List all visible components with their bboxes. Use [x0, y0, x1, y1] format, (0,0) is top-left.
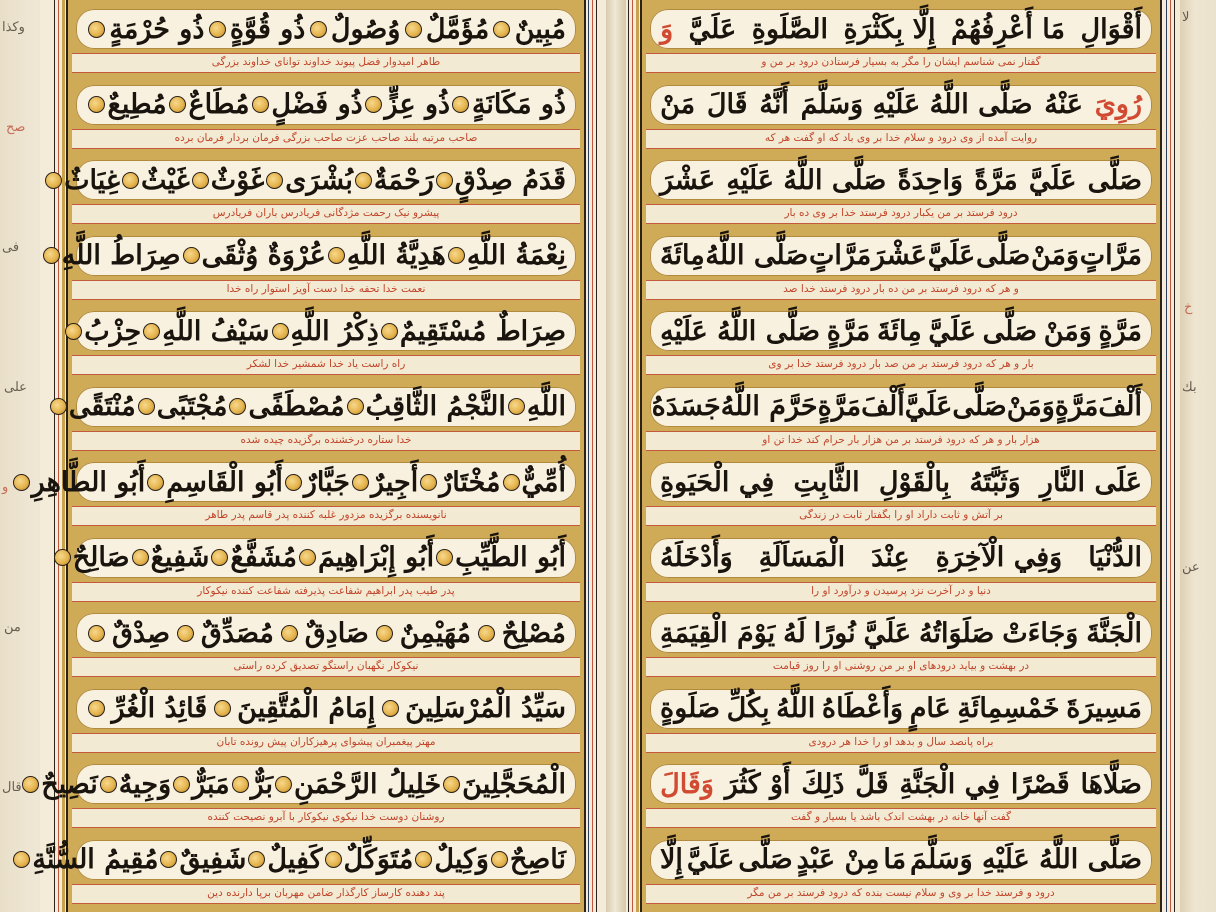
arabic-word: صَلَّاهَا [1080, 768, 1142, 800]
arabic-word: عِنْدَ [871, 542, 910, 573]
margin-note: عن [1182, 560, 1200, 575]
verse-separator-dot [169, 96, 186, 113]
text-line [68, 686, 584, 754]
verse-separator-dot [138, 398, 155, 415]
arabic-word: النَّجْمُ الثَّاقِبُ [365, 391, 506, 422]
verse-separator-dot [173, 776, 190, 793]
arabic-word: مُقِيمُ السُّنَّةِ [32, 844, 159, 875]
verse-separator-dot [143, 323, 160, 340]
arabic-word: مَرَّةٍ [1054, 391, 1099, 422]
arabic-word: مَنْ [660, 89, 696, 120]
arabic-word: مَسِيرَةَ [1066, 693, 1142, 724]
text-line [68, 610, 584, 678]
persian-interlinear-gloss: راه راست یاد خدا شمشیر خدا لشکر [72, 355, 580, 375]
verse-separator-dot [275, 776, 292, 793]
arabic-word: أَبُو الْقَاسِمِ [166, 466, 283, 498]
arabic-word: وَمَنْ [1030, 240, 1080, 271]
arabic-word: صَلَّى [738, 844, 793, 875]
calligraphy-line [650, 387, 1152, 427]
arabic-word: اللَّهِ [526, 391, 566, 422]
verse-separator-dot [376, 625, 393, 642]
margin-note: وکذا [2, 20, 25, 35]
arabic-word: أَقْوَالِ [1080, 13, 1142, 45]
arabic-word: صَلَّى اللَّهُ عَلَيْهِ وَسَلَّمَ [800, 89, 1033, 120]
arabic-word: مُتَوَكِّلٌ [343, 844, 414, 875]
arabic-word: وَمَنْ [1006, 391, 1055, 422]
arabic-word: جَسَدَهُ [651, 391, 721, 422]
calligraphy-line [650, 764, 1152, 804]
text-line [41, 761, 584, 829]
arabic-word: صَلَّى [982, 315, 1038, 347]
arabic-word: مُبِينٌ [514, 13, 566, 45]
arabic-word: فِي الْجَنَّةِ [899, 768, 1001, 800]
arabic-word: عَلَيَّ [688, 13, 737, 45]
verse-separator-dot [503, 474, 520, 491]
arabic-word: غَوْثٌ [210, 164, 265, 196]
verse-separator-dot [493, 21, 510, 38]
calligraphy-line [76, 9, 576, 49]
arabic-word: رُوِيَ [1094, 89, 1142, 120]
verse-separator-dot [88, 21, 105, 38]
arabic-word: خَمْسِمِائَةِ [957, 693, 1060, 724]
persian-interlinear-gloss: خدا ستاره درخشنده برگزیده چیده شده [72, 431, 580, 451]
calligraphy-line [31, 462, 576, 502]
arabic-word: صَلَّى اللَّهُ عَلَيْهِ وَسَلَّمَ [910, 844, 1142, 875]
arabic-word: صَادِقٌ [304, 617, 369, 649]
calligraphy-line [76, 689, 576, 729]
arabic-word: نَاصِحٌ [509, 844, 566, 875]
calligraphy-line [76, 85, 576, 125]
arabic-word: مُصْطَفًى [248, 391, 345, 422]
persian-interlinear-gloss: نیکوکار نگهبان راستگو تصدیق کرده راستی [72, 657, 580, 677]
arabic-word: وَجَاءَتْ [1002, 617, 1079, 649]
verse-separator-dot [436, 549, 453, 566]
arabic-word: يَوْمَ الْقِيَمَةِ [660, 617, 776, 649]
persian-interlinear-gloss: نانویسنده برگزیده مزدور غلبه کننده پدر قاسم پدر طاهر [72, 506, 580, 526]
verse-separator-dot [285, 474, 302, 491]
verse-separator-dot [122, 172, 139, 189]
text-line [642, 459, 1160, 527]
verse-separator-dot [43, 247, 60, 264]
margin-note: لا [1182, 10, 1190, 25]
arabic-word: مُجْتَبًى [156, 391, 228, 422]
calligraphy-line [650, 462, 1152, 502]
calligraphy-line [650, 538, 1152, 578]
arabic-word: اللَّهُ [776, 693, 816, 724]
verse-separator-dot [211, 549, 228, 566]
margin-note: من [4, 620, 21, 635]
persian-interlinear-gloss: نعمت خدا تحفه خدا دست آویز استوار راه خدا [72, 280, 580, 300]
verse-separator-dot [443, 776, 460, 793]
verse-separator-dot [132, 549, 149, 566]
right-page [626, 0, 1180, 912]
verse-separator-dot [405, 21, 422, 38]
verse-separator-dot [508, 398, 525, 415]
text-line [642, 837, 1160, 905]
arabic-word: مُصْلِحٌ [501, 617, 566, 649]
arabic-word: عَلَيَّ [904, 391, 953, 422]
arabic-word: وَأَدْخَلَهُ [660, 542, 733, 573]
arabic-word: صِرَاطُ اللَّهِ [61, 240, 181, 271]
arabic-word: شَفِيقٌ [179, 844, 247, 875]
arabic-word: صَلَّى اللَّهُ عَلَيْهِ [726, 164, 887, 196]
calligraphy-line [650, 160, 1152, 200]
verse-separator-dot [209, 21, 226, 38]
arabic-word: عَلَيَّ [927, 240, 976, 271]
verse-separator-dot [491, 851, 508, 868]
arabic-word: عَامٍ [909, 693, 951, 724]
arabic-word: شَفِيعٌ [150, 542, 210, 573]
arabic-word: مَا أَعْرِفُهُمْ [951, 13, 1065, 45]
arabic-word: مَبَرٌّ [192, 768, 230, 800]
margin-note: قال [2, 780, 22, 795]
arabic-word: عَلَيَّ [863, 617, 912, 649]
arabic-word: الثَّابِتِ [793, 466, 860, 498]
arabic-word: أَوْ كَثُرَ [724, 768, 791, 800]
text-line [68, 384, 584, 452]
verse-separator-dot [478, 625, 495, 642]
verse-separator-dot [54, 549, 71, 566]
arabic-word: أُمِّيٌّ [521, 466, 566, 498]
arabic-word: مَرَّةً [974, 164, 1018, 196]
arabic-word: صَلَوَاتُهُ [919, 617, 995, 649]
arabic-word: الدُّنْيَا [1088, 542, 1142, 573]
verse-separator-dot [310, 21, 327, 38]
margin-note: صح [6, 120, 26, 135]
arabic-word: أَبُو الطَّاهِرِ [31, 466, 146, 498]
arabic-word: عَلَيَّ [928, 315, 976, 347]
text-line [642, 308, 1160, 376]
text-line [68, 82, 584, 150]
calligraphy-line [650, 840, 1152, 880]
arabic-word: لَهُ [783, 617, 806, 649]
margin-note: و [2, 480, 9, 495]
arabic-word: مُهَيْمِنٌ [399, 617, 471, 649]
arabic-word: مِنْ عَبْدٍ [796, 844, 880, 875]
verse-separator-dot [50, 398, 67, 415]
arabic-word: وَجِيهٌ [118, 768, 172, 800]
arabic-word: إِلَّا بِكَثْرَةِ [843, 13, 936, 45]
verse-separator-dot [22, 776, 39, 793]
verse-separator-dot [436, 172, 453, 189]
arabic-word: مَرَّاتٍ [808, 240, 872, 271]
arabic-word: عَشْرَ [660, 164, 716, 196]
verse-separator-dot [248, 851, 265, 868]
persian-interlinear-gloss: درود فرستد بر من یکبار درود فرستد خدا بر وی ده بار [646, 204, 1156, 224]
arabic-word: بَرٌّ [250, 768, 274, 800]
arabic-word: خَلِيلُ الرَّحْمَنِ [294, 768, 442, 800]
arabic-word: جَبَّارٌ [303, 466, 350, 498]
arabic-word: ذِكْرُ اللَّهِ [290, 315, 379, 347]
arabic-word: الصَّلَوةِ [751, 13, 828, 45]
verse-separator-dot [325, 851, 342, 868]
arabic-word: مِائَةَ [876, 315, 922, 347]
arabic-word: نُورًا [813, 617, 856, 649]
verse-separator-dot [452, 96, 469, 113]
verse-separator-dot [13, 474, 30, 491]
arabic-word: نِعْمَةُ اللَّهِ [466, 240, 566, 271]
calligraphy-line [650, 311, 1152, 351]
calligraphy-line [650, 236, 1152, 276]
arabic-word: ذُو فَضْلٍ [271, 89, 363, 120]
arabic-word: فِي الْحَيَوةِ [660, 466, 775, 498]
arabic-word: صَلَّى [952, 391, 1007, 422]
arabic-word: غِيَاثٌ [64, 164, 120, 196]
verse-separator-dot [88, 625, 105, 642]
verse-separator-dot [65, 323, 82, 340]
text-line [64, 157, 584, 225]
arabic-word: وَقَالَ [660, 768, 714, 800]
arabic-word: مُطِيعٌ [107, 89, 167, 120]
verse-separator-dot [160, 851, 177, 868]
verse-separator-dot [272, 323, 289, 340]
verse-separator-dot [355, 172, 372, 189]
text-line [642, 610, 1160, 678]
arabic-word: وَ [660, 13, 674, 45]
arabic-word: عَلَى النَّارِ [1039, 466, 1142, 498]
arabic-word: وَمَنْ [1043, 315, 1092, 347]
calligraphy-line [76, 613, 576, 653]
arabic-word: سَيِّدُ الْمُرْسَلِينَ [405, 693, 566, 724]
persian-interlinear-gloss: بار و هر که درود فرستد بر من صد بار درود فرستد خدا بر وی [646, 355, 1156, 375]
arabic-word: صَلَّى اللَّهُ عَلَيْهِ [660, 315, 821, 347]
calligraphy-line [64, 160, 576, 200]
text-line [642, 761, 1160, 829]
arabic-word: بُشْرَى [285, 164, 353, 196]
arabic-word: بِكُلِّ [726, 693, 770, 724]
calligraphy-line [72, 538, 576, 578]
margin-note: بك [1182, 380, 1197, 395]
arabic-word: الْمُحَجَّلِينَ [462, 768, 566, 800]
arabic-word: مُخْتَارٌ [439, 466, 501, 498]
margin-note: خ [1184, 300, 1193, 315]
arabic-word: حَرَّمَ اللَّهُ [720, 391, 818, 422]
calligraphy-line [32, 840, 576, 880]
arabic-word: عَلَيَّ [686, 844, 735, 875]
persian-interlinear-gloss: هزار بار و هر که درود فرستد بر من هزار بار حرام کند خدا تن او [646, 431, 1156, 451]
arabic-word: عُرْوَةٌ وُثْقَى [201, 240, 326, 271]
verse-separator-dot [299, 549, 316, 566]
arabic-word: كَفِيلٌ [267, 844, 323, 875]
arabic-word: حِزْبُ [84, 315, 142, 347]
arabic-word: غَيْثٌ [141, 164, 190, 196]
arabic-word: أَلْفَ [1098, 391, 1142, 422]
arabic-word: قَدَمُ صِدْقٍ [454, 164, 566, 196]
arabic-word: أَبُو إِبْرَاهِيمَ [317, 542, 435, 573]
persian-interlinear-gloss: پدر طیب پدر ابراهیم شفاعت پذیرفته شفاعت کننده نیکوکار [72, 582, 580, 602]
arabic-word: مُشَفَّعٌ [230, 542, 297, 573]
verse-separator-dot [147, 474, 164, 491]
verse-separator-dot [192, 172, 209, 189]
persian-interlinear-gloss: براه پانصد سال و بدهد او را خدا هر درودی [646, 733, 1156, 753]
arabic-word: رَحْمَةٌ [373, 164, 434, 196]
verse-separator-dot [88, 700, 105, 717]
verse-separator-dot [448, 247, 465, 264]
verse-separator-dot [45, 172, 62, 189]
text-line [31, 459, 584, 527]
right-margin [1180, 0, 1216, 912]
arabic-word: مُصَدِّقٌ [200, 617, 274, 649]
calligraphy-line [41, 764, 576, 804]
arabic-word: وَاحِدَةً [897, 164, 964, 196]
text-line [642, 233, 1160, 301]
verse-separator-dot [328, 247, 345, 264]
verse-separator-dot [352, 474, 369, 491]
arabic-word: عَنْهُ [1044, 89, 1084, 120]
arabic-word: صَلَّى اللَّهُ [705, 240, 809, 271]
arabic-word: قَلَّ [855, 768, 889, 800]
arabic-word: ذُو مَكَانَةٍ [471, 89, 566, 120]
text-line [642, 384, 1160, 452]
verse-separator-dot [177, 625, 194, 642]
verse-separator-dot [420, 474, 437, 491]
persian-interlinear-gloss: گفت آنها خانه در بهشت اندک باشد یا بسیار و گفت [646, 808, 1156, 828]
verse-separator-dot [252, 96, 269, 113]
arabic-word: أَنَّهُ [759, 89, 789, 120]
persian-interlinear-gloss: صاحب مرتبه بلند صاحب عزت صاحب بزرگی فرمان بردار فرمان برده [72, 129, 580, 149]
arabic-word: ذُو قُوَّةٍ [229, 13, 306, 45]
verse-separator-dot [381, 323, 398, 340]
persian-interlinear-gloss: روشنان دوست خدا نیکوی نیکوکار با آبرو نصیحت کننده [72, 808, 580, 828]
text-line [642, 82, 1160, 150]
persian-interlinear-gloss: روایت آمده از وی درود و سلام خدا بر وی باد که او گفت هر که [646, 129, 1156, 149]
arabic-word: صَلَّى [975, 240, 1031, 271]
left-text-panel [31, 0, 586, 912]
right-text-panel [640, 0, 1162, 912]
arabic-word: مُنْتَقًى [68, 391, 136, 422]
text-line [68, 535, 584, 603]
text-line [642, 686, 1160, 754]
arabic-word: عَشْرَ [871, 240, 928, 271]
text-line [642, 535, 1160, 603]
arabic-word: مَا [883, 844, 907, 875]
persian-interlinear-gloss: در بهشت و بیاید درودهای او بر من روشنی او را روز قیامت [646, 657, 1156, 677]
text-line [61, 233, 584, 301]
arabic-word: بِالْقَوْلِ [878, 466, 951, 498]
calligraphy-line [650, 9, 1152, 49]
arabic-word: وَفِي الْآخِرَةِ [935, 542, 1063, 573]
arabic-word: الْجَنَّةَ [1086, 617, 1142, 649]
book-gutter [606, 0, 626, 912]
arabic-word: إِلَّا [660, 844, 683, 875]
verse-separator-dot [229, 398, 246, 415]
calligraphy-line [61, 236, 576, 276]
arabic-word: ذَلِكَ [801, 768, 845, 800]
arabic-word: مُطَاعٌ [188, 89, 250, 120]
verse-separator-dot [88, 96, 105, 113]
text-line [68, 6, 584, 74]
persian-interlinear-gloss: درود و فرستد خدا بر وی و سلام نیست بنده که درود فرستد بر من مگر [646, 884, 1156, 904]
verse-separator-dot [281, 625, 298, 642]
persian-interlinear-gloss: پند دهنده کارساز کارگذار ضامن مهربان برپا دارنده دین [72, 884, 580, 904]
arabic-word: وَأَعْطَاهُ [821, 693, 904, 724]
margin-note: فی [2, 240, 20, 255]
calligraphy-line [650, 689, 1152, 729]
verse-separator-dot [214, 700, 231, 717]
verse-separator-dot [347, 398, 364, 415]
arabic-word: وَكِيلٌ [434, 844, 489, 875]
persian-interlinear-gloss: مهتر پیغمبران پیشوای پرهیزکاران پیش رونده تابان [72, 733, 580, 753]
arabic-word: وَثَبَّتَهُ [969, 466, 1021, 498]
arabic-word: قَالَ [706, 89, 748, 120]
left-page [31, 0, 606, 912]
arabic-word: صَلَوةٍ [660, 693, 721, 724]
verse-separator-dot [365, 96, 382, 113]
persian-interlinear-gloss: دنیا و در آخرت نزد پرسیدن و درآورد او را [646, 582, 1156, 602]
text-line [32, 837, 584, 905]
verse-separator-dot [100, 776, 117, 793]
arabic-word: إِمَامُ الْمُتَّقِينَ [237, 693, 376, 724]
arabic-word: صِدْقٌ [111, 617, 171, 649]
margin-note: علی [4, 380, 27, 395]
text-line [642, 157, 1160, 225]
verse-separator-dot [183, 247, 200, 264]
persian-interlinear-gloss: گفتار نمی شناسم ایشان را مگر به بسیار فرستادن درود بر من و [646, 53, 1156, 73]
arabic-word: أَبُو الطَّيِّبِ [455, 542, 566, 573]
calligraphy-line [68, 387, 576, 427]
arabic-word: عَلَيَّ [1028, 164, 1077, 196]
arabic-word: صَالِحٌ [72, 542, 130, 573]
arabic-word: مَرَّةٍ [1098, 315, 1142, 347]
arabic-word: أَلْفَ [861, 391, 905, 422]
verse-separator-dot [415, 851, 432, 868]
arabic-word: مُؤَمَّلٌ [425, 13, 490, 45]
persian-interlinear-gloss: بر آتش و ثابت داراد او را بگفتار ثابت در زندگی [646, 506, 1156, 526]
arabic-word: نَصِيحٌ [41, 768, 98, 800]
arabic-word: الْمَسَاَلَةِ [758, 542, 846, 573]
arabic-word: هَدِيَّةُ اللَّهِ [346, 240, 446, 271]
persian-interlinear-gloss: طاهر امیدوار فضل پیوند خداوند توانای خداوند بزرگی [72, 53, 580, 73]
arabic-word: وُصُولٌ [330, 13, 401, 45]
arabic-word: ذُو حُرْمَةٍ [109, 13, 205, 45]
verse-separator-dot [382, 700, 399, 717]
arabic-word: سَيْفُ اللَّهِ [162, 315, 270, 347]
persian-interlinear-gloss: پیشرو نیک رحمت مژدگانی فریادرس باران فریادرس [72, 204, 580, 224]
persian-interlinear-gloss: و هر که درود فرستد بر من ده بار درود فرستد خدا صد [646, 280, 1156, 300]
arabic-word: أَجِيرٌ [370, 466, 419, 498]
arabic-word: قَصْرًا [1010, 768, 1070, 800]
arabic-word: مَرَّةٍ [817, 391, 862, 422]
arabic-word: قَائِدُ الْغُرِّ [111, 693, 208, 724]
text-line [68, 308, 584, 376]
arabic-word: صِرَاطٌ مُسْتَقِيمٌ [399, 315, 566, 347]
arabic-word: ذُو عِزٍّ [384, 89, 451, 120]
verse-separator-dot [266, 172, 283, 189]
arabic-word: صَلَّى [1087, 164, 1142, 196]
arabic-word: مَرَّةٍ [826, 315, 871, 347]
arabic-word: مِائَةَ [660, 240, 705, 271]
calligraphy-line [650, 85, 1152, 125]
verse-separator-dot [232, 776, 249, 793]
calligraphy-line [650, 613, 1152, 653]
calligraphy-line [76, 311, 576, 351]
text-line [642, 6, 1160, 74]
arabic-word: مَرَّاتٍ [1079, 240, 1142, 271]
